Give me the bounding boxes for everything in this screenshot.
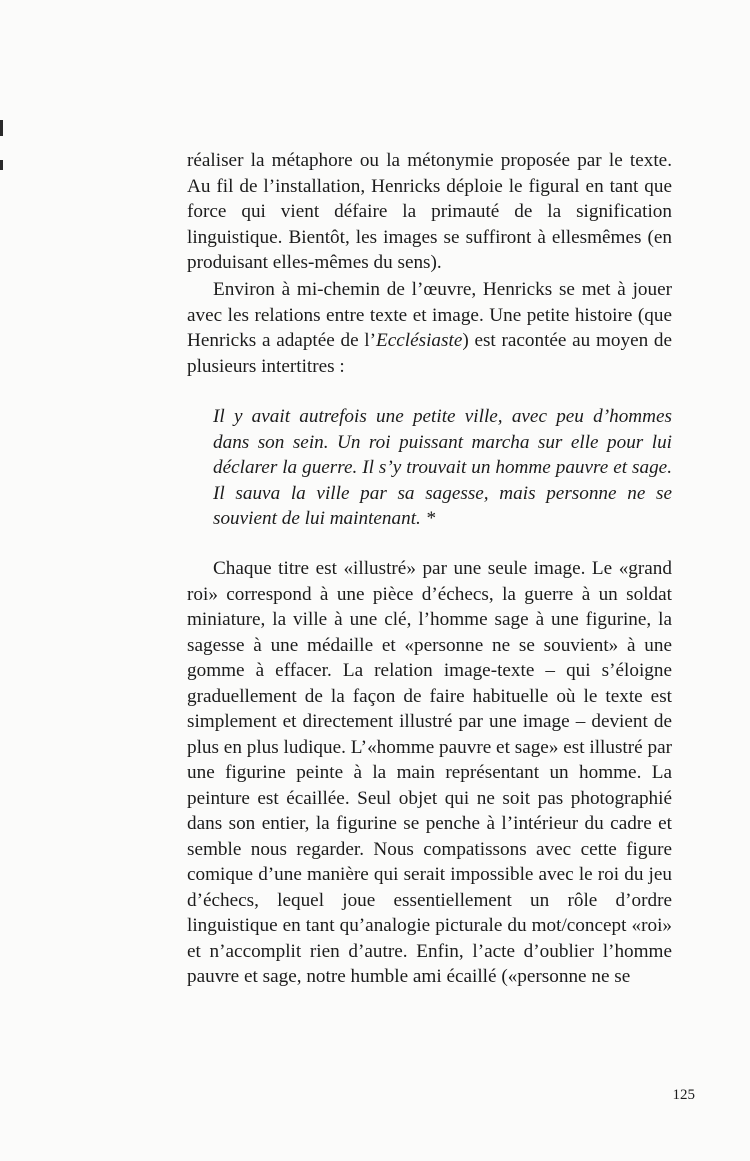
paragraph-2-text bbox=[187, 277, 672, 379]
paragraph-3-text: Chaque titre est «illustré» par une seule image. Le «grand roi» correspond à une pièce d’échecs, la guerre à un soldat miniature, la ville à une clé, l’homme sage à une figurine, la sagesse à une médaille et «personne ne se souvient» à une gomme à effacer. La relation image-texte – qui s’éloigne graduellement de la façon de faire habituelle où le texte est simplement et directement illustré par une image – devient de plus en plus ludique. L’«homme pauvre et sage» est illustré par une figurine peinte à la main représentant un homme. La peinture est écaillée. Seul objet qui ne soit pas photographié dans son entier, la figurine se penche à l’intérieur du cadre et semble nous regarder. Nous compatissons avec cette figure comique d’une manière qui serait impossible avec le roi du jeu d’échecs, lequel joue essentiellement un rôle d’ordre linguistique en tant qu’analogie picturale du mot/concept «roi» et n’accomplit rien d’autre. Enfin, l’acte d’oublier l’homme pauvre et sage, notre humble ami écaillé («personne ne se bbox=[187, 558, 672, 987]
paragraph-2 bbox=[187, 277, 672, 379]
page-number: 125 bbox=[672, 1087, 695, 1103]
scan-edge-mark bbox=[0, 120, 3, 136]
block-quote-text: Il y avait autrefois une petite ville, avec peu d’hommes dans son sein. Un roi puissant marcha sur elle pour lui déclarer la guerre. Il s’y trouvait un homme pauvre et sage. Il sauva la ville par sa sagesse, mais personne ne se souvient de lui maintenant. * bbox=[213, 406, 672, 529]
scan-edge-mark bbox=[0, 160, 3, 170]
paragraph-1 bbox=[187, 148, 672, 276]
paragraph-3 bbox=[187, 556, 672, 990]
paragraph-1-text: réaliser la métaphore ou la métonymie proposée par le texte. Au fil de l’installation, Henricks déploie le figural en tant que force qui vient défaire la primauté de la signification linguistique. Bientôt, les images se suffiront à ellesmêmes (en produisant elles-mêmes du sens). bbox=[187, 150, 672, 273]
paragraph-2-part-b: ) est racontée au moyen de plusieurs intertitres : bbox=[187, 330, 672, 377]
paragraph-2-part-a: Environ à mi-chemin de l’œuvre, Henricks se met à jouer avec les relations entre texte et image. Une petite histoire (que Henricks a adaptée de l’ bbox=[187, 279, 672, 351]
block-quote bbox=[213, 404, 672, 532]
book-title-ecclesiaste: Ecclésiaste bbox=[376, 330, 463, 351]
